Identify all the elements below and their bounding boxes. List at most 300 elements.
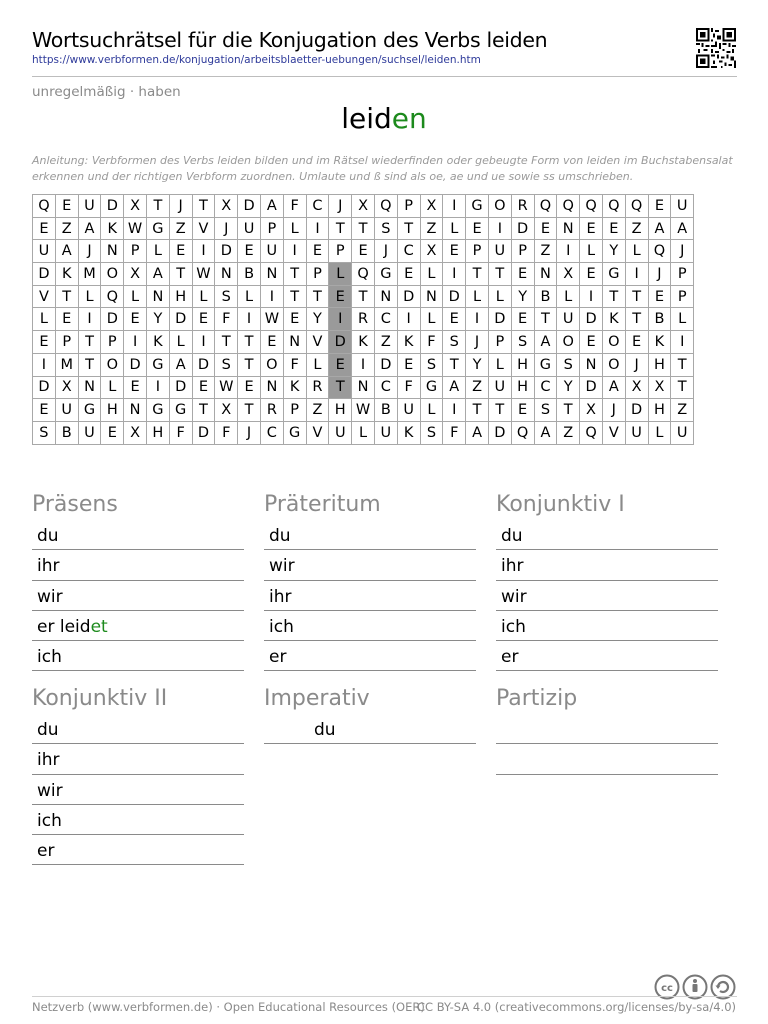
grid-cell: O	[488, 195, 511, 218]
section-partizip	[496, 684, 718, 775]
grid-cell: H	[648, 399, 671, 422]
grid-cell: H	[169, 285, 192, 308]
answer-line[interactable]	[32, 714, 244, 744]
grid-cell: F	[420, 331, 443, 354]
grid-cell: I	[260, 285, 283, 308]
grid-cell: C	[306, 195, 329, 218]
grid-cell: Z	[169, 217, 192, 240]
grid-cell: E	[580, 263, 603, 286]
grid-cell: T	[192, 399, 215, 422]
answer-line[interactable]	[32, 520, 244, 550]
section-heading: Konjunktiv I	[496, 492, 625, 517]
grid-cell: C	[260, 421, 283, 444]
answer-line[interactable]	[496, 744, 718, 774]
grid-cell: F	[215, 421, 238, 444]
grid-cell: L	[146, 240, 169, 263]
section-heading: Imperativ	[264, 686, 370, 711]
grid-cell: H	[101, 399, 124, 422]
pronoun-label: wir	[501, 586, 527, 607]
grid-cell: L	[671, 308, 694, 331]
grid-cell: T	[55, 285, 78, 308]
grid-cell: E	[580, 331, 603, 354]
grid-cell: I	[283, 240, 306, 263]
grid-cell: A	[602, 376, 625, 399]
grid-cell: A	[55, 240, 78, 263]
grid-cell: T	[238, 353, 261, 376]
qr-code-icon	[696, 28, 736, 68]
answer-line[interactable]	[32, 611, 244, 641]
grid-cell: I	[329, 308, 352, 331]
grid-cell: E	[329, 353, 352, 376]
grid-cell: U	[374, 421, 397, 444]
grid-cell: X	[420, 195, 443, 218]
grid-cell: U	[78, 195, 101, 218]
grid-cell: X	[124, 195, 147, 218]
grid-cell: I	[466, 308, 489, 331]
answer-line[interactable]	[264, 611, 476, 641]
grid-cell: X	[625, 376, 648, 399]
footer-left: Netzverb (www.verbformen.de) · Open Educational Resources (OER)	[32, 1000, 425, 1014]
grid-cell: D	[488, 308, 511, 331]
grid-cell: D	[192, 421, 215, 444]
grid-cell: O	[101, 353, 124, 376]
answer-line[interactable]	[32, 550, 244, 580]
grid-cell: O	[602, 331, 625, 354]
grid-cell: E	[397, 353, 420, 376]
grid-row	[33, 353, 694, 376]
verb-meta: unregelmäßig · haben	[32, 84, 181, 100]
grid-cell: J	[648, 263, 671, 286]
grid-row	[33, 421, 694, 444]
grid-cell: X	[55, 376, 78, 399]
grid-cell: U	[557, 308, 580, 331]
grid-row	[33, 399, 694, 422]
grid-cell: Y	[146, 308, 169, 331]
grid-cell: N	[283, 331, 306, 354]
grid-cell: T	[146, 195, 169, 218]
grid-cell: I	[78, 308, 101, 331]
grid-cell: V	[33, 285, 56, 308]
grid-cell: E	[443, 308, 466, 331]
answer-line[interactable]	[496, 641, 718, 671]
grid-cell: Q	[101, 285, 124, 308]
grid-cell: A	[534, 421, 557, 444]
grid-cell: E	[306, 240, 329, 263]
grid-cell: X	[648, 376, 671, 399]
grid-cell: T	[602, 285, 625, 308]
grid-cell: D	[329, 331, 352, 354]
grid-cell: G	[283, 421, 306, 444]
answer-line[interactable]	[264, 714, 476, 744]
grid-row	[33, 376, 694, 399]
grid-cell: Q	[602, 195, 625, 218]
grid-cell: J	[329, 195, 352, 218]
page-title: Wortsuchrätsel für die Konjugation des Verbs leiden	[32, 28, 548, 52]
grid-cell: I	[33, 353, 56, 376]
section-konjunktiv-2	[32, 684, 244, 865]
grid-cell: H	[329, 399, 352, 422]
grid-cell: X	[420, 240, 443, 263]
grid-cell: T	[306, 285, 329, 308]
grid-cell: T	[238, 331, 261, 354]
grid-cell: W	[215, 376, 238, 399]
grid-cell: P	[101, 331, 124, 354]
pronoun-label: er	[269, 647, 287, 668]
grid-cell: X	[215, 195, 238, 218]
grid-cell: T	[215, 331, 238, 354]
grid-cell: T	[329, 217, 352, 240]
answer-stem: leid	[59, 616, 91, 637]
grid-cell: F	[283, 353, 306, 376]
grid-cell: D	[511, 217, 534, 240]
grid-cell: G	[169, 399, 192, 422]
grid-cell: H	[146, 421, 169, 444]
grid-cell: A	[146, 263, 169, 286]
grid-cell: Y	[602, 240, 625, 263]
grid-cell: E	[101, 421, 124, 444]
grid-cell: T	[671, 353, 694, 376]
grid-cell: U	[238, 217, 261, 240]
pronoun-label: wir	[37, 780, 63, 801]
grid-cell: M	[55, 353, 78, 376]
grid-cell: I	[238, 308, 261, 331]
grid-cell: I	[146, 376, 169, 399]
grid-cell: D	[443, 285, 466, 308]
grid-cell: P	[397, 195, 420, 218]
grid-cell: N	[78, 376, 101, 399]
answer-line[interactable]	[496, 714, 718, 744]
pronoun-label: wir	[269, 556, 295, 577]
grid-cell: Q	[33, 195, 56, 218]
grid-cell: E	[466, 217, 489, 240]
grid-cell: N	[215, 263, 238, 286]
grid-cell: T	[352, 285, 375, 308]
grid-cell: B	[238, 263, 261, 286]
grid-cell: Q	[648, 240, 671, 263]
grid-cell: Q	[580, 421, 603, 444]
grid-cell: R	[352, 308, 375, 331]
answer-line[interactable]	[32, 805, 244, 835]
grid-row	[33, 285, 694, 308]
grid-cell: E	[602, 217, 625, 240]
grid-cell: F	[169, 421, 192, 444]
grid-cell: I	[443, 195, 466, 218]
grid-cell: E	[329, 285, 352, 308]
grid-cell: H	[511, 376, 534, 399]
page-url[interactable]: https://www.verbformen.de/konjugation/arbeitsblaetter-uebungen/suchsel/leiden.htm	[32, 54, 481, 66]
grid-cell: I	[352, 353, 375, 376]
grid-cell: L	[169, 331, 192, 354]
grid-cell: A	[169, 353, 192, 376]
grid-cell: D	[488, 421, 511, 444]
grid-cell: F	[215, 308, 238, 331]
pronoun-label: ich	[269, 616, 294, 637]
grid-cell: D	[33, 376, 56, 399]
grid-cell: E	[397, 263, 420, 286]
section-heading: Partizip	[496, 686, 578, 711]
grid-cell: G	[602, 263, 625, 286]
pronoun-label: ihr	[37, 750, 60, 771]
grid-cell: T	[329, 376, 352, 399]
grid-cell: S	[420, 353, 443, 376]
section-praesens	[32, 490, 244, 671]
grid-cell: D	[101, 308, 124, 331]
answer-line[interactable]	[496, 611, 718, 641]
grid-cell: N	[352, 376, 375, 399]
grid-row	[33, 240, 694, 263]
grid-cell: B	[55, 421, 78, 444]
grid-cell: N	[420, 285, 443, 308]
grid-cell: E	[238, 240, 261, 263]
grid-cell: J	[169, 195, 192, 218]
grid-cell: F	[397, 376, 420, 399]
grid-cell: T	[534, 308, 557, 331]
grid-cell: R	[260, 399, 283, 422]
grid-cell: T	[488, 399, 511, 422]
grid-cell: E	[283, 308, 306, 331]
grid-cell: X	[557, 263, 580, 286]
grid-cell: R	[306, 376, 329, 399]
grid-cell: U	[488, 240, 511, 263]
grid-cell: K	[146, 331, 169, 354]
grid-cell: K	[283, 376, 306, 399]
grid-cell: P	[55, 331, 78, 354]
pronoun-label: ich	[501, 616, 526, 637]
grid-cell: E	[33, 217, 56, 240]
section-konjunktiv-1	[496, 490, 718, 671]
grid-cell: S	[374, 217, 397, 240]
pronoun-label: ich	[37, 810, 62, 831]
grid-cell: C	[534, 376, 557, 399]
section-heading: Präteritum	[264, 492, 381, 517]
grid-cell: P	[124, 240, 147, 263]
grid-cell: L	[101, 376, 124, 399]
grid-cell: D	[192, 353, 215, 376]
grid-cell: K	[101, 217, 124, 240]
grid-cell: L	[124, 285, 147, 308]
grid-cell: X	[580, 399, 603, 422]
grid-cell: E	[511, 308, 534, 331]
answer-line[interactable]	[32, 835, 244, 865]
grid-cell: L	[488, 353, 511, 376]
grid-cell: I	[557, 240, 580, 263]
answer-line[interactable]	[264, 550, 476, 580]
answer-line[interactable]	[264, 581, 476, 611]
pronoun-label: du	[501, 526, 523, 546]
grid-cell: Z	[625, 217, 648, 240]
grid-cell: Q	[557, 195, 580, 218]
grid-cell: Z	[557, 421, 580, 444]
grid-cell: D	[580, 308, 603, 331]
grid-cell: O	[557, 331, 580, 354]
grid-cell: T	[466, 399, 489, 422]
grid-cell: L	[557, 285, 580, 308]
answer-line[interactable]	[32, 775, 244, 805]
grid-cell: E	[352, 240, 375, 263]
grid-cell: S	[511, 331, 534, 354]
grid-cell: A	[260, 195, 283, 218]
pronoun-label: er	[501, 647, 519, 668]
grid-cell: V	[306, 421, 329, 444]
grid-cell: G	[534, 353, 557, 376]
grid-cell: P	[511, 240, 534, 263]
grid-cell: C	[397, 240, 420, 263]
grid-cell: G	[146, 353, 169, 376]
grid-cell: I	[192, 240, 215, 263]
svg-text:cc: cc	[661, 983, 673, 994]
grid-cell: P	[671, 263, 694, 286]
grid-cell: A	[648, 217, 671, 240]
grid-cell: E	[169, 240, 192, 263]
grid-cell: Q	[534, 195, 557, 218]
grid-cell: P	[306, 263, 329, 286]
grid-cell: T	[169, 263, 192, 286]
grid-cell: P	[260, 217, 283, 240]
grid-row	[33, 308, 694, 331]
grid-cell: H	[648, 353, 671, 376]
grid-cell: N	[146, 285, 169, 308]
grid-cell: T	[671, 376, 694, 399]
grid-cell: T	[443, 353, 466, 376]
grid-cell: I	[306, 217, 329, 240]
grid-cell: C	[374, 376, 397, 399]
grid-cell: S	[534, 399, 557, 422]
grid-cell: D	[101, 195, 124, 218]
grid-cell: Y	[466, 353, 489, 376]
answer-line[interactable]	[32, 641, 244, 671]
grid-cell: N	[101, 240, 124, 263]
grid-cell: G	[374, 263, 397, 286]
grid-cell: Z	[671, 399, 694, 422]
grid-cell: L	[420, 263, 443, 286]
grid-cell: T	[557, 399, 580, 422]
grid-cell: Q	[352, 263, 375, 286]
grid-cell: S	[443, 331, 466, 354]
grid-cell: U	[78, 421, 101, 444]
grid-cell: E	[33, 399, 56, 422]
grid-cell: W	[192, 263, 215, 286]
verb-stem: leid	[341, 102, 392, 135]
grid-cell: D	[124, 353, 147, 376]
grid-cell: L	[443, 217, 466, 240]
grid-cell: W	[124, 217, 147, 240]
grid-cell: I	[580, 285, 603, 308]
grid-cell: D	[580, 376, 603, 399]
grid-cell: J	[78, 240, 101, 263]
grid-cell: Z	[466, 376, 489, 399]
grid-cell: T	[625, 308, 648, 331]
grid-cell: T	[397, 217, 420, 240]
pronoun-label: ihr	[269, 586, 292, 607]
grid-cell: A	[443, 376, 466, 399]
grid-cell: J	[215, 217, 238, 240]
section-heading: Konjunktiv II	[32, 686, 168, 711]
grid-cell: T	[78, 353, 101, 376]
grid-cell: Y	[511, 285, 534, 308]
grid-cell: E	[580, 217, 603, 240]
grid-cell: E	[443, 240, 466, 263]
grid-cell: B	[534, 285, 557, 308]
grid-cell: I	[671, 331, 694, 354]
grid-cell: T	[192, 195, 215, 218]
grid-cell: T	[283, 285, 306, 308]
grid-cell: K	[397, 331, 420, 354]
grid-cell: W	[352, 399, 375, 422]
grid-cell: S	[420, 421, 443, 444]
grid-cell: T	[238, 399, 261, 422]
grid-cell: A	[534, 331, 557, 354]
grid-cell: U	[55, 399, 78, 422]
grid-cell: M	[78, 263, 101, 286]
grid-cell: U	[671, 421, 694, 444]
grid-row	[33, 217, 694, 240]
grid-cell: Y	[557, 376, 580, 399]
grid-cell: F	[283, 195, 306, 218]
grid-cell: I	[124, 331, 147, 354]
verb-ending: en	[391, 102, 427, 135]
grid-cell: Y	[306, 308, 329, 331]
footer-right: CC BY-SA 4.0 (creativecommons.org/licenses/by-sa/4.0)	[417, 1000, 736, 1014]
grid-cell: L	[78, 285, 101, 308]
grid-cell: U	[329, 421, 352, 444]
pronoun-label: er	[37, 841, 55, 862]
pronoun-label: wir	[37, 586, 63, 607]
grid-cell: E	[260, 331, 283, 354]
grid-cell: B	[374, 399, 397, 422]
grid-cell: N	[124, 399, 147, 422]
grid-cell: S	[557, 353, 580, 376]
grid-cell: D	[397, 285, 420, 308]
grid-cell: I	[443, 399, 466, 422]
answer-line[interactable]	[264, 520, 476, 550]
grid-cell: Z	[374, 331, 397, 354]
answer-line[interactable]	[496, 520, 718, 550]
grid-cell: G	[466, 195, 489, 218]
grid-cell: V	[602, 421, 625, 444]
grid-cell: R	[511, 195, 534, 218]
grid-cell: X	[352, 195, 375, 218]
answer-line[interactable]	[496, 581, 718, 611]
grid-cell: I	[397, 308, 420, 331]
grid-cell: I	[443, 263, 466, 286]
answer-line[interactable]	[32, 744, 244, 774]
grid-cell: N	[260, 263, 283, 286]
answer-line[interactable]	[32, 581, 244, 611]
grid-cell: E	[534, 217, 557, 240]
grid-cell: O	[260, 353, 283, 376]
answer-ending: et	[90, 616, 108, 637]
grid-cell: L	[283, 217, 306, 240]
answer-line[interactable]	[264, 641, 476, 671]
grid-cell: X	[124, 421, 147, 444]
grid-cell: N	[580, 353, 603, 376]
header-divider	[32, 76, 737, 77]
grid-cell: P	[671, 285, 694, 308]
grid-row	[33, 263, 694, 286]
word-search-grid	[32, 194, 694, 445]
answer-line[interactable]	[496, 550, 718, 580]
grid-cell: T	[352, 217, 375, 240]
grid-cell: L	[192, 285, 215, 308]
pronoun-label: du	[269, 526, 291, 546]
grid-cell: D	[374, 353, 397, 376]
grid-cell: Z	[534, 240, 557, 263]
grid-cell: E	[648, 285, 671, 308]
grid-cell: U	[625, 421, 648, 444]
grid-cell: L	[648, 421, 671, 444]
pronoun-label: er	[37, 616, 55, 637]
grid-cell: N	[374, 285, 397, 308]
